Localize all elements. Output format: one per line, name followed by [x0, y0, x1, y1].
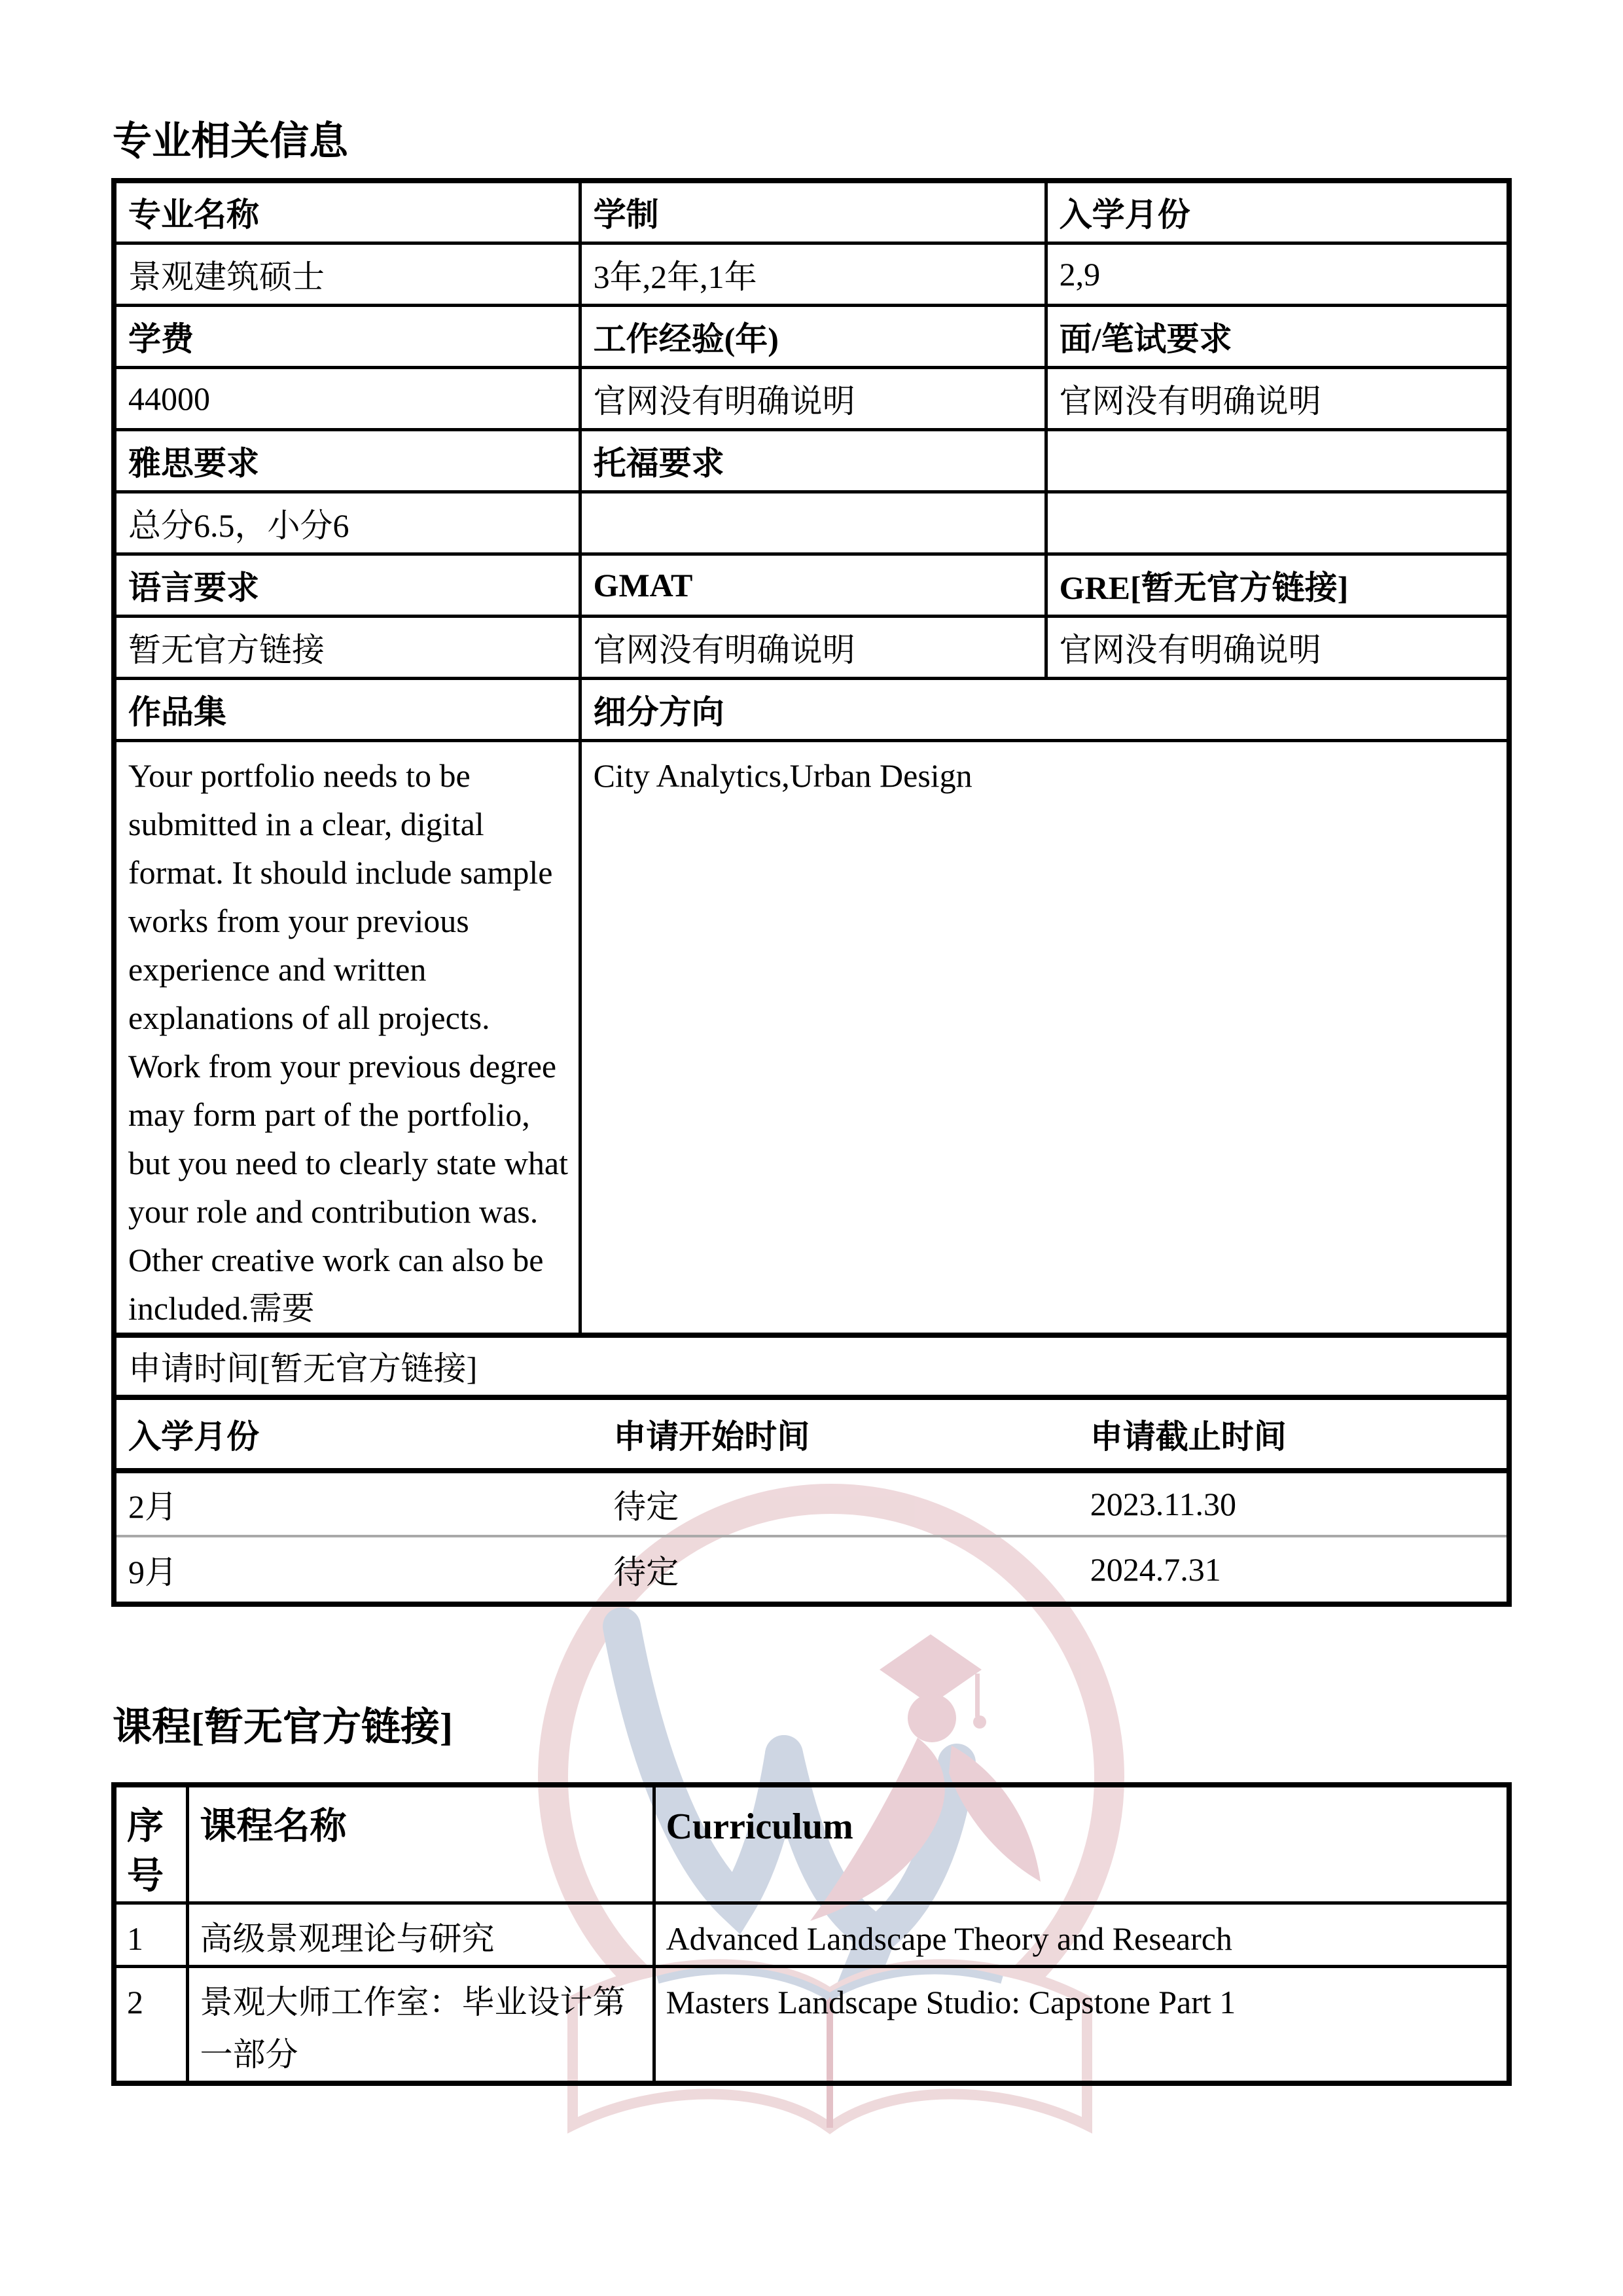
- header-cell: 学制: [580, 181, 1046, 243]
- header-cell: 面/笔试要求: [1046, 305, 1509, 367]
- table-row: [114, 1335, 1509, 1397]
- header-cell: 雅思要求: [114, 429, 580, 492]
- header-cell: 入学月份: [1046, 181, 1509, 243]
- header-cell-course-name: 课程名称: [188, 1785, 654, 1903]
- table-row: [114, 678, 1509, 740]
- value-cell: 景观建筑硕士: [114, 243, 580, 305]
- value-cell: 1: [114, 1903, 188, 1966]
- value-cell: 2月: [116, 1471, 601, 1536]
- program-info-section-title: 专业相关信息: [113, 120, 348, 163]
- header-cell: 托福要求: [580, 429, 1046, 492]
- application-schedule-table: [116, 1400, 1507, 1602]
- value-cell: 总分6.5，小分6: [114, 492, 580, 554]
- table-row: [114, 181, 1509, 243]
- table-row: [114, 367, 1509, 429]
- value-cell: 暂无官方链接: [114, 616, 580, 678]
- table-row: [114, 554, 1509, 616]
- header-cell: 申请开始时间: [601, 1400, 1079, 1471]
- table-row: [114, 492, 1509, 554]
- curriculum-table: [111, 1782, 1512, 2086]
- table-row: [114, 305, 1509, 367]
- value-cell: 高级景观理论与研究: [188, 1903, 654, 1966]
- value-cell: 2023.11.30: [1079, 1471, 1507, 1536]
- value-cell: 44000: [114, 367, 580, 429]
- value-cell: 景观大师工作室：毕业设计第一部分: [188, 1966, 654, 2083]
- value-cell: 9月: [128, 1553, 177, 1590]
- header-cell-specializations: 细分方向: [580, 678, 1509, 740]
- header-cell-portfolio: 作品集: [114, 678, 580, 740]
- header-cell: 专业名称: [114, 181, 580, 243]
- value-cell: [1046, 492, 1509, 554]
- value-cell: 待定: [613, 1553, 679, 1590]
- header-cell-index: 序号: [114, 1785, 188, 1903]
- value-cell: 2,9: [1046, 243, 1509, 305]
- value-cell: 2: [114, 1966, 188, 2083]
- header-cell: 工作经验(年): [580, 305, 1046, 367]
- table-row: [114, 1785, 1509, 1903]
- table-row: [116, 1471, 1507, 1536]
- table-row: [114, 429, 1509, 492]
- header-cell: 入学月份: [116, 1400, 601, 1471]
- header-cell: GRE[暂无官方链接]: [1046, 554, 1509, 616]
- table-row: [114, 243, 1509, 305]
- program-info-table: [111, 178, 1512, 1607]
- value-cell: Masters Landscape Studio: Capstone Part 1: [654, 1966, 1509, 2083]
- value-cell: 官网没有明确说明: [1046, 616, 1509, 678]
- value-cell: 官网没有明确说明: [580, 367, 1046, 429]
- application-time-label: 申请时间[暂无官方链接]: [114, 1335, 1509, 1397]
- value-cell: [580, 492, 1046, 554]
- value-cell: 官网没有明确说明: [1046, 367, 1509, 429]
- table-row: [114, 616, 1509, 678]
- curriculum-section-title: 课程[暂无官方链接]: [113, 1705, 453, 1749]
- header-cell: 申请截止时间: [1079, 1400, 1507, 1471]
- value-cell: Advanced Landscape Theory and Research: [654, 1903, 1509, 1966]
- application-schedule-container: [114, 1397, 1509, 1604]
- portfolio-text: Your portfolio needs to be submitted in a clear, digital format. It should include sample works from your previous experience and written explanations of all projects. Work from your previous degree may form part of the portfolio, but you need to clearly state what your role and contribution was. Other creative work can also be included.需要: [114, 740, 580, 1335]
- header-cell-curriculum: Curriculum: [654, 1785, 1509, 1903]
- value-cell: 3年,2年,1年: [580, 243, 1046, 305]
- table-row: [114, 1966, 1509, 2083]
- specializations-value: City Analytics,Urban Design: [580, 740, 1509, 1335]
- header-cell: 学费: [114, 305, 580, 367]
- table-row: [114, 1903, 1509, 1966]
- value-cell: 官网没有明确说明: [580, 616, 1046, 678]
- table-row: [114, 1397, 1509, 1604]
- value-cell: 待定: [601, 1471, 1079, 1536]
- table-row: [116, 1400, 1507, 1471]
- table-row: [116, 1536, 1507, 1602]
- value-cell: 2024.7.31: [1090, 1551, 1221, 1588]
- header-cell: GMAT: [580, 554, 1046, 616]
- header-cell: 语言要求: [114, 554, 580, 616]
- header-cell: [1046, 429, 1509, 492]
- table-row: [114, 740, 1509, 1335]
